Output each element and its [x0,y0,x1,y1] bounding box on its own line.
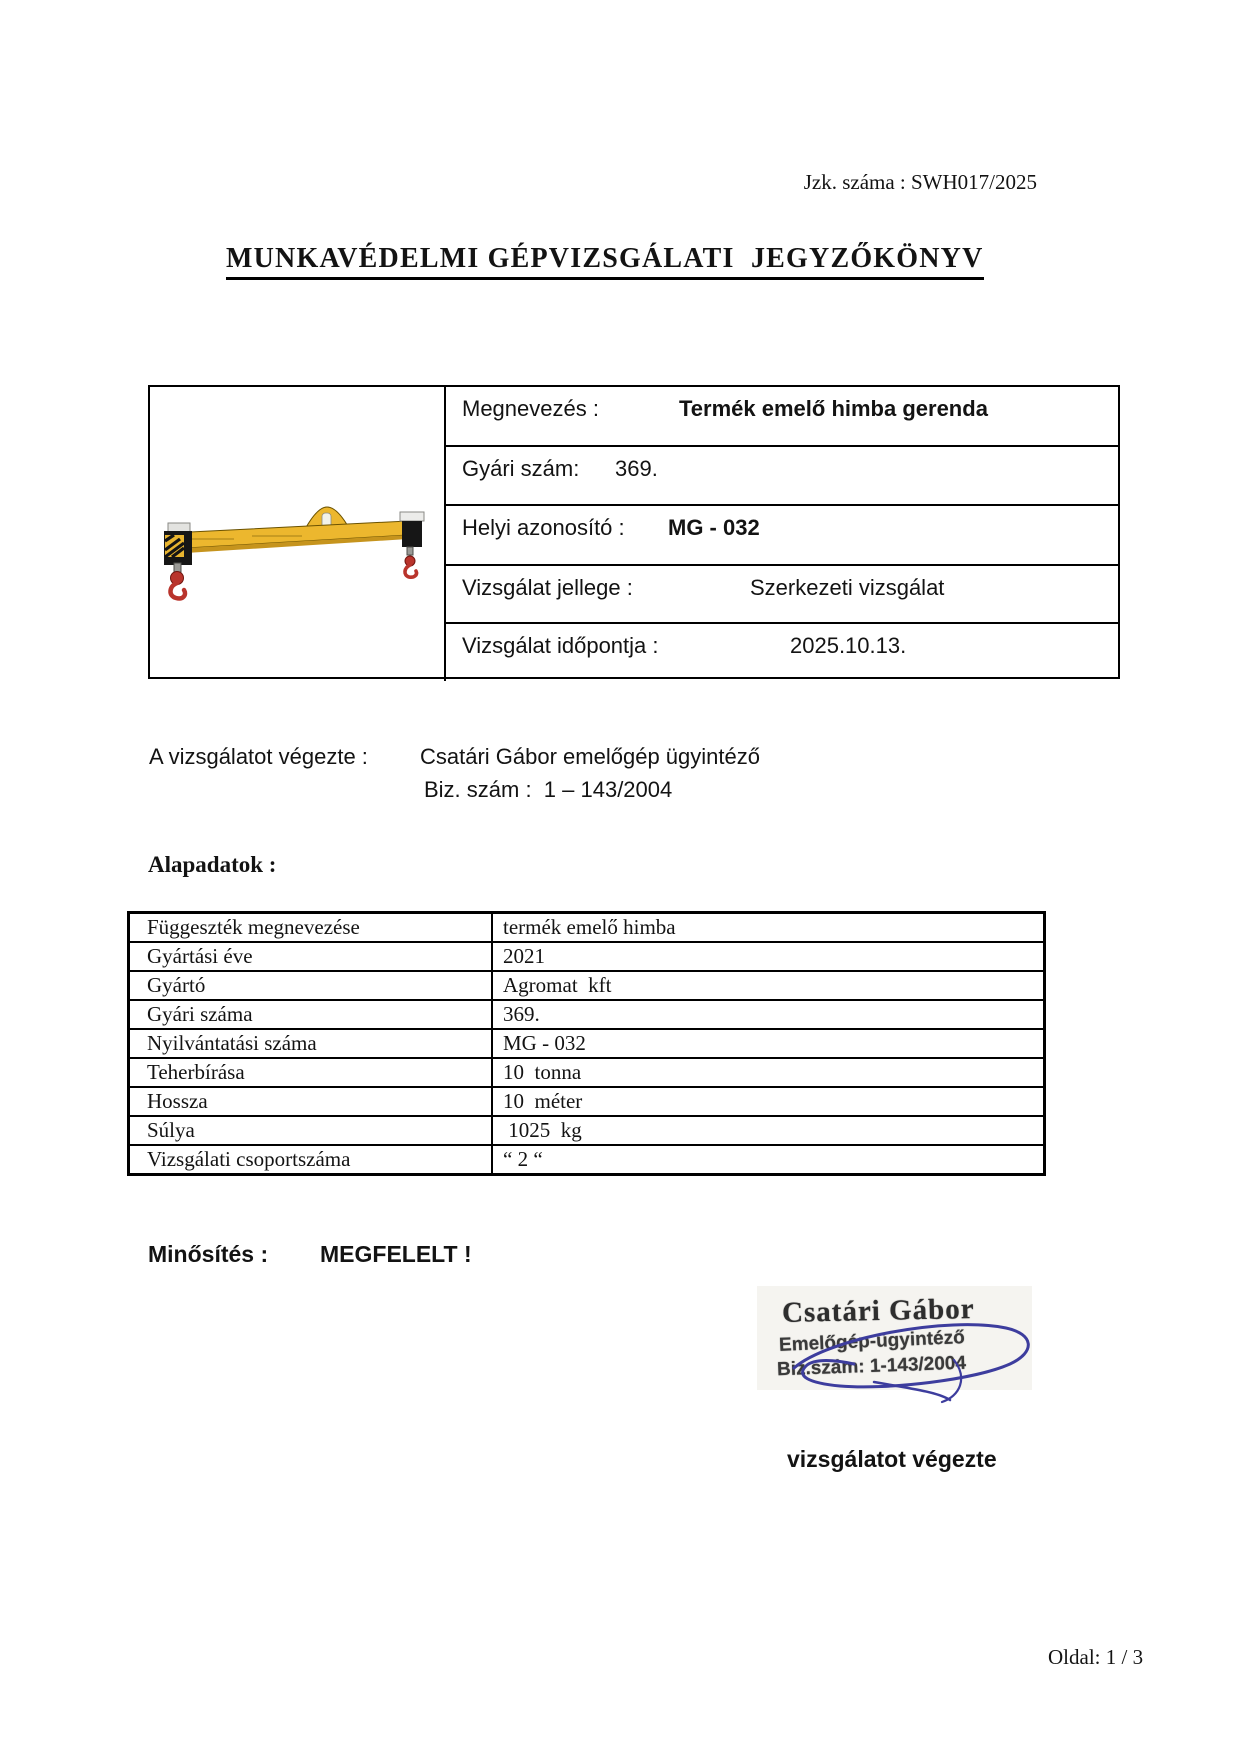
table-row [129,1029,1045,1058]
field-value: “ 2 “ [492,1145,1045,1175]
lifting-beam-photo [156,505,434,615]
equipment-photo-cell [150,387,446,681]
identification-table [148,385,1120,679]
field-value: 2025.10.13. [790,633,907,658]
table-row [129,913,1045,943]
stamp-name: Csatári Gábor [781,1292,975,1330]
field-label: Vizsgálat időpontja : [462,633,659,658]
field-value: Szerkezeti vizsgálat [750,575,945,600]
table-row [129,1058,1045,1087]
field-value: MG - 032 [492,1029,1045,1058]
qualification-value: MEGFELELT ! [320,1241,472,1267]
field-label: Gyári szám: [462,456,580,481]
field-label: Helyi azonosító : [462,515,625,540]
basic-data-heading: Alapadatok : [148,852,277,877]
table-row [129,1145,1045,1175]
signature-scribble [778,1308,1048,1406]
table-row [129,1087,1045,1116]
page-title: MUNKAVÉDELMI GÉPVIZSGÁLATI JEGYZŐKÖNYV [226,243,984,280]
stamp-role: Emelőgép-ügyintéző [778,1327,966,1356]
qualification-label: Minősítés : [148,1241,269,1267]
field-value: MG - 032 [668,515,760,540]
inspector-name: Csatári Gábor emelőgép ügyintéző [420,744,760,769]
field-value: Agromat kft [492,971,1045,1000]
table-row [446,506,1118,566]
table-row [446,447,1118,506]
field-label: Hossza [129,1087,493,1116]
table-row [446,387,1118,447]
table-row [446,566,1118,624]
field-value: 369. [615,456,658,481]
table-row [129,1000,1045,1029]
field-value: Termék emelő himba gerenda [679,396,988,421]
field-label: Megnevezés : [462,396,599,421]
field-label: Gyári száma [129,1000,493,1029]
field-value: 10 tonna [492,1058,1045,1087]
field-label: Gyártó [129,971,493,1000]
field-label: Gyártási éve [129,942,493,971]
field-value: 1025 kg [492,1116,1045,1145]
table-row [129,1116,1045,1145]
field-label: Vizsgálati csoportszáma [129,1145,493,1175]
field-label: Súlya [129,1116,493,1145]
inspector-license: Biz. szám : 1 – 143/2004 [424,777,673,802]
field-label: Nyilvántatási száma [129,1029,493,1058]
field-label: Függeszték megnevezése [129,913,493,943]
table-row [129,971,1045,1000]
field-value: 2021 [492,942,1045,971]
signature-caption: vizsgálatot végezte [787,1446,997,1472]
field-label: Vizsgálat jellege : [462,575,633,600]
field-value: 369. [492,1000,1045,1029]
page-number: Oldal: 1 / 3 [1048,1645,1144,1669]
table-row [129,942,1045,971]
field-value: 10 méter [492,1087,1045,1116]
doc-number: Jzk. száma : SWH017/2025 [803,170,1037,194]
field-value: termék emelő himba [492,913,1045,943]
field-label: Teherbírása [129,1058,493,1087]
stamp-license: Biz.szám: 1-143/2004 [776,1352,967,1381]
inspector-label: A vizsgálatot végezte : [149,744,368,769]
basic-data-table [127,911,1046,1176]
table-row [446,624,1118,681]
